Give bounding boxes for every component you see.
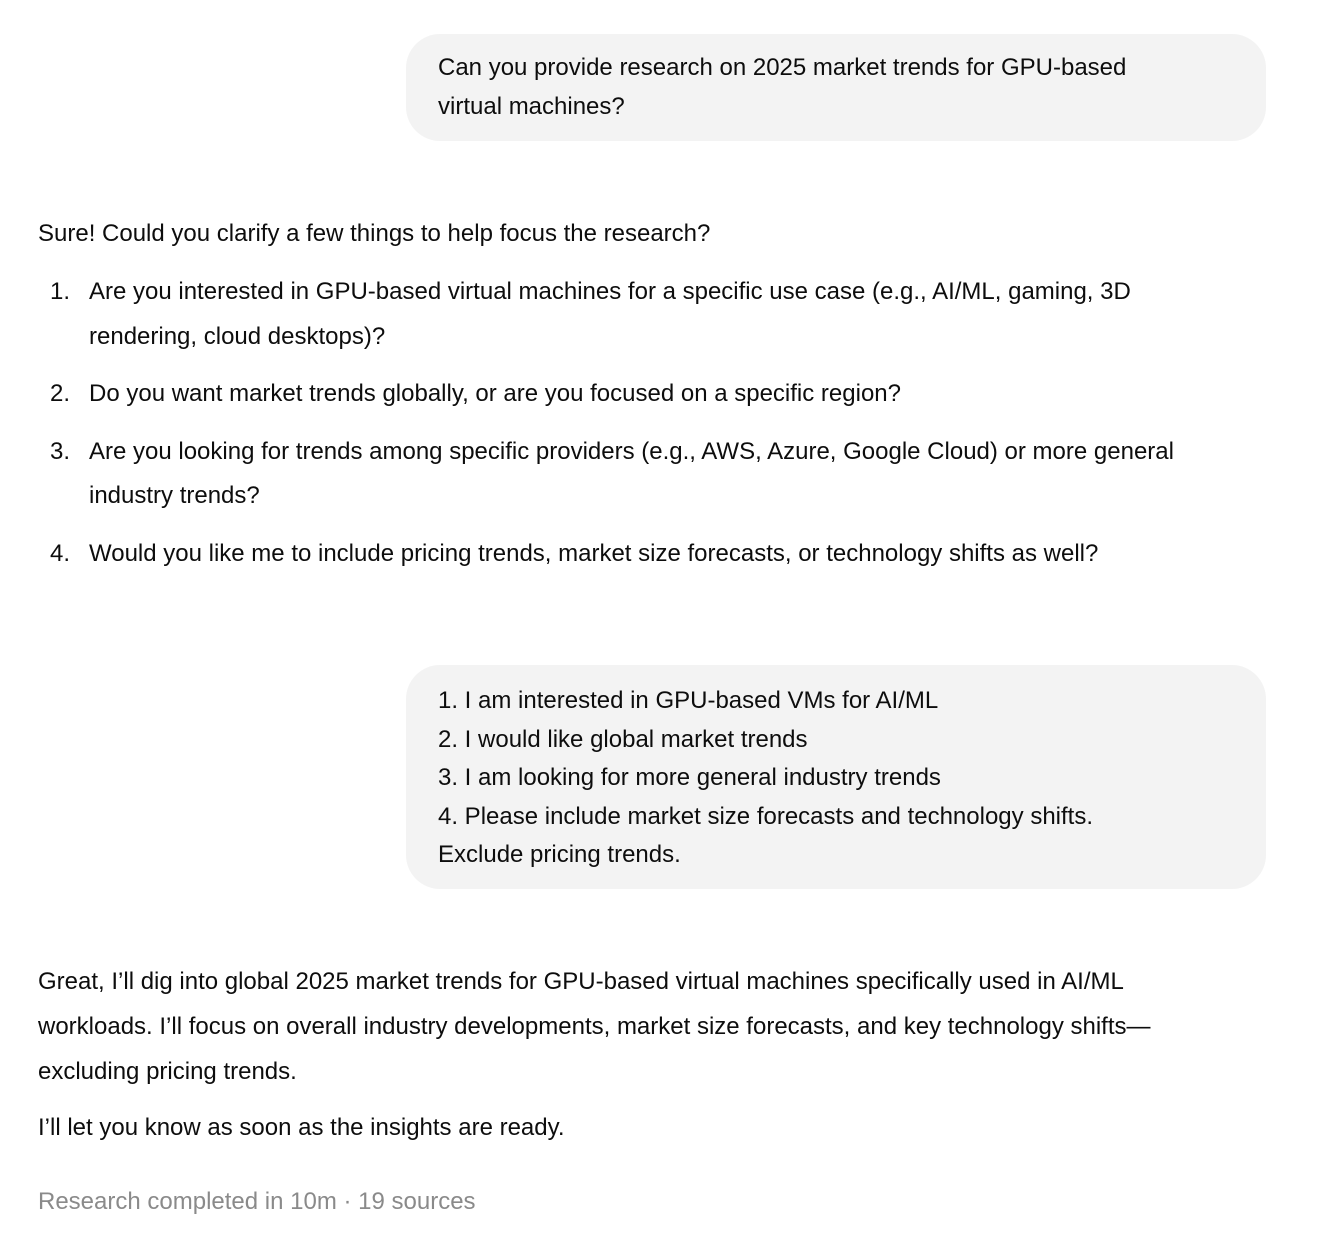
user-message-line: virtual machines? [438,92,625,120]
assistant-paragraph-line: excluding pricing trends. [38,1058,297,1085]
list-item-text: industry trends? [89,482,260,509]
list-item-number: 2. [50,380,71,407]
assistant-message [38,959,1278,1150]
list-item-text: Do you want market trends globally, or are you focused on a specific region? [89,380,901,407]
list-item [38,532,1278,577]
list-item-number: 4. [50,539,71,567]
clarifying-questions-list [38,270,1278,576]
list-item [38,270,1278,359]
user-message-line: 1. I am interested in GPU-based VMs for AI/ML [438,687,939,714]
user-message-line: 4. Please include market size forecasts and technology shifts. [438,802,1094,830]
user-message-line: Exclude pricing trends. [438,841,681,868]
research-status[interactable]: Research completed in 10m · 19 sources [38,1188,476,1215]
user-message-bubble [406,665,1266,889]
user-message-line: 2. I would like global market trends [438,725,808,753]
list-item-number: 3. [50,437,71,465]
list-item-text: rendering, cloud desktops)? [89,322,386,350]
list-item-number: 1. [50,278,71,305]
assistant-message [38,212,1278,576]
user-message-line: 3. I am looking for more general industry trends [438,764,941,791]
assistant-paragraph-line: workloads. I’ll focus on overall industry developments, market size forecasts, and key technology shifts— [38,1013,1151,1040]
list-item-text: Are you interested in GPU-based virtual machines for a specific use case (e.g., AI/ML, gaming, 3D [89,278,1131,305]
list-item [38,372,1278,417]
list-item-text: Would you like me to include pricing trends, market size forecasts, or technology shifts as well? [89,539,1099,567]
assistant-intro-text: Sure! Could you clarify a few things to help focus the research? [38,220,711,247]
assistant-paragraph: I’ll let you know as soon as the insights are ready. [38,1114,565,1141]
list-item [38,430,1278,519]
user-message-bubble [406,34,1266,141]
user-message-line: Can you provide research on 2025 market trends for GPU-based [438,54,1127,81]
assistant-paragraph-line: Great, I’ll dig into global 2025 market trends for GPU-based virtual machines specifically used in AI/ML [38,968,1124,995]
assistant-paragraph [38,959,1278,1094]
list-item-text: Are you looking for trends among specific providers (e.g., AWS, Azure, Google Cloud) or more general [89,437,1174,465]
